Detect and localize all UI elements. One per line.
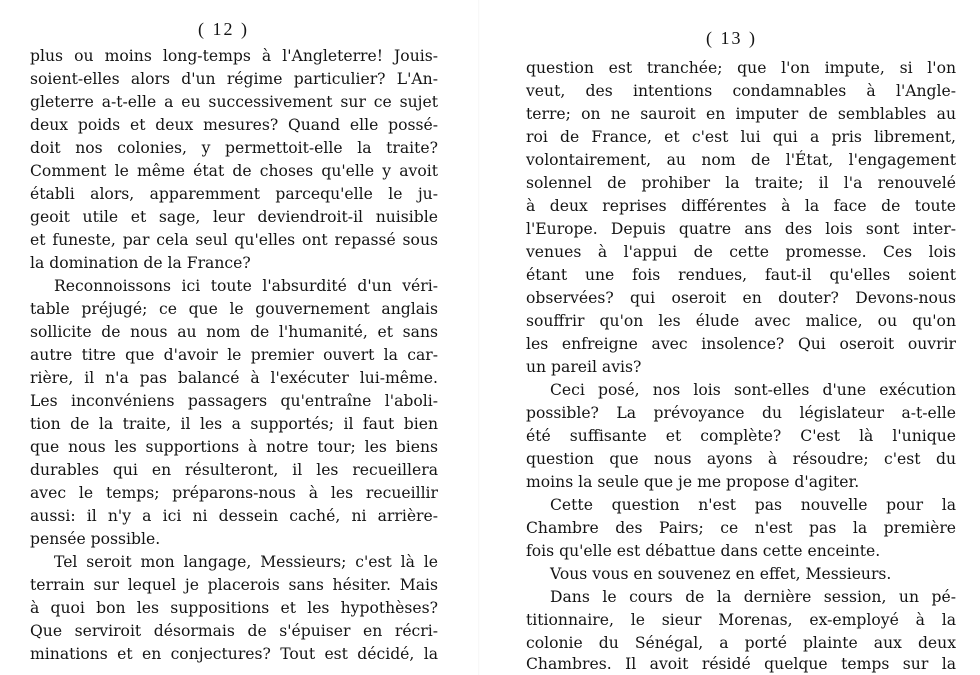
text-line: geoit utile et sage, leur deviendroit-il nuisible [30, 208, 438, 226]
paragraph-first-line: Reconnoissons ici toute l'absurdité d'un véri- [54, 277, 438, 295]
page-number: ( 12 ) [198, 19, 249, 39]
text-line: à quoi bon les suppositions et les hypothèses? [30, 599, 438, 617]
text-line: terrain sur lequel je placerois sans hésiter. Mais [30, 576, 438, 594]
text-line: Comment le même état de choses qu'elle y avoit [30, 162, 438, 180]
paragraph-first-line: Cette question n'est pas nouvelle pour la [550, 496, 956, 514]
text-line: fois qu'elle est débattue dans cette enceinte. [526, 542, 881, 560]
text-line: et funeste, par cela seul qu'elles ont repassé sous [30, 231, 438, 249]
text-line: question que nous ayons à résoudre; c'est du [526, 450, 956, 468]
text-line: observées? qui oseroit en douter? Devons-nous [526, 289, 956, 307]
text-line: minations et en conjectures? Tout est décidé, la [30, 645, 438, 663]
text-line: Les inconvéniens passagers qu'entraîne l'aboli- [30, 392, 438, 410]
text-line: titionnaire, le sieur Morenas, ex-employé à la [526, 611, 956, 629]
paragraph-first-line: Dans le cours de la dernière session, un pé- [550, 588, 956, 606]
text-line: pensée possible. [30, 530, 161, 548]
text-line: durables qui en résulteront, il les recueillera [30, 461, 438, 479]
text-line: les enfreigne avec insolence? Qui oseroit ouvrir [526, 335, 956, 353]
text-line: question est tranchée; que l'on impute, si l'on [526, 59, 956, 77]
text-line: tion de la traite, il les a supportés; il faut bien [30, 415, 438, 433]
page-number: ( 13 ) [706, 28, 757, 48]
text-line: table préjugé; ce que le gouvernement anglais [30, 300, 438, 318]
text-line: solennel de prohiber la traite; il l'a renouvelé [526, 174, 956, 192]
text-line: doit nos colonies, y permettoit-elle la traite? [30, 139, 438, 157]
text-line: terre; on ne sauroit en imputer de semblables au [526, 105, 956, 123]
text-line: autre titre que d'avoir le premier ouvert la car- [30, 346, 438, 364]
text-line: roi de France, et c'est lui qui a pris librement, [526, 128, 956, 146]
text-line: rière, il n'a pas balancé à l'exécuter lui-même. [30, 369, 438, 387]
text-line: été suffisante et complète? C'est là l'unique [526, 427, 956, 445]
text-line: sollicite de nous au nom de l'humanité, et sans [30, 323, 438, 341]
text-line: que nous les supportions à notre tour; les biens [30, 438, 438, 456]
text-line: soient-elles alors d'un régime particulier? L'An- [30, 70, 438, 88]
book-gutter [478, 0, 480, 675]
text-line: l'Europe. Depuis quatre ans des lois sont inter- [526, 220, 956, 238]
text-line: colonie du Sénégal, a porté plainte aux deux [526, 634, 956, 652]
text-line: deux poids et deux mesures? Quand elle possé- [30, 116, 438, 134]
text-line: volontairement, au nom de l'État, l'engagement [526, 151, 956, 169]
text-line: avec le temps; préparons-nous à les recueillir [30, 484, 438, 502]
text-line: Chambre des Pairs; ce n'est pas la première [526, 519, 956, 537]
text-line: Que serviroit désormais de s'épuiser en récri- [30, 622, 438, 640]
text-line: la domination de la France? [30, 254, 251, 272]
text-line: veut, des intentions condamnables à l'Angle- [526, 82, 956, 100]
text-line: Chambres. Il avoit résidé quelque temps sur la [526, 655, 956, 673]
paragraph-first-line: Ceci posé, nos lois sont-elles d'une exécution [550, 381, 956, 399]
text-line: venues à l'appui de cette promesse. Ces lois [526, 243, 956, 261]
text-line: établi alors, apparemment parcequ'elle le ju- [30, 185, 438, 203]
paragraph-first-line: Tel seroit mon langage, Messieurs; c'est là le [54, 553, 438, 571]
text-line: étant une fois rendues, faut-il qu'elles soient [526, 266, 956, 284]
text-line: moins la seule que je me propose d'agiter. [526, 473, 860, 491]
paragraph-first-line: Vous vous en souvenez en effet, Messieurs. [550, 565, 892, 583]
text-line: à deux reprises différentes à la face de toute [526, 197, 956, 215]
text-line: aussi: il n'y a ici ni dessein caché, ni arrière- [30, 507, 438, 525]
text-line: souffrir qu'on les élude avec malice, ou qu'on [526, 312, 956, 330]
text-line: un pareil avis? [526, 358, 642, 376]
text-line: possible? La prévoyance du législateur a-t-elle [526, 404, 956, 422]
text-line: plus ou moins long-temps à l'Angleterre! Jouis- [30, 47, 438, 65]
text-line: gleterre a-t-elle a eu successivement sur ce sujet [30, 93, 438, 111]
